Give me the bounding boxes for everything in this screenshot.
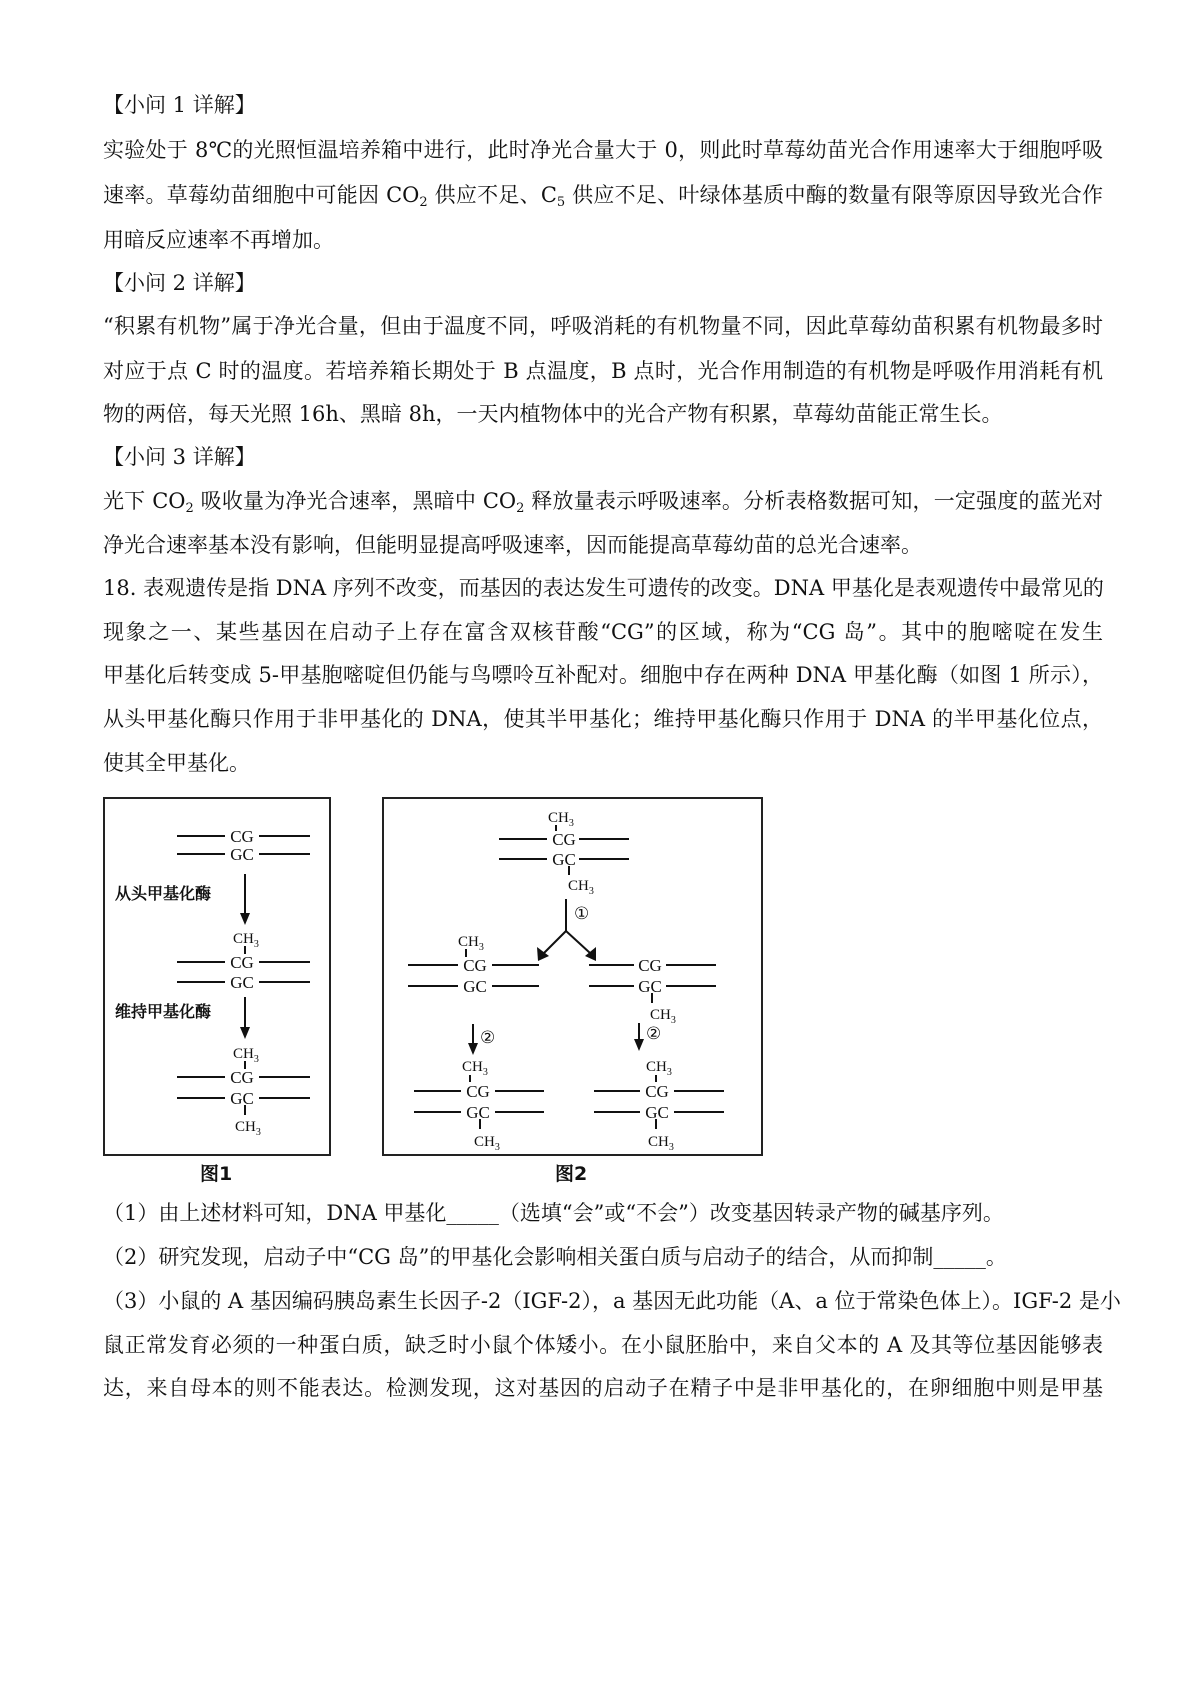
section1-line-2: 速率。草莓幼苗细胞中可能因 $CO_2$ 供应不足、$C_5$ 供应不足、叶绿体基质中酶的数量有限等原因导致光合作 [103,183,1103,210]
fig2-methyl-bot-left-bottom: $CH_3$ [474,1134,500,1153]
section3-heading: 【小问 3 详解】 [103,445,256,469]
fig2-base-gc-mid-right: GC [638,977,662,996]
section1-line-3: 用暗反应速率不再增加。 [103,228,334,252]
section1-heading: 【小问 1 详解】 [103,93,256,117]
fig2-base-cg-top: CG [552,830,576,849]
figure-2-caption: 图2 [555,1163,588,1185]
fig2-methyl-mid-right: $CH_3$ [650,1007,676,1026]
question-2: （2）研究发现，启动子中“CG 岛”的甲基化会影响相关蛋白质与启动子的结合，从而抑制_____。 [103,1245,1007,1269]
de-novo-methylase-label: 从头甲基化酶 [115,886,212,903]
fig1-base-gc-2: GC [230,973,254,992]
figure-1-caption: 图1 [200,1163,233,1185]
figure-2-box [382,797,763,1156]
fig2-methyl-top-bottom: $CH_3$ [568,878,594,897]
section1-line-1: 实验处于 8℃的光照恒温培养箱中进行，此时净光合量大于 0，则此时草莓幼苗光合作用速率大于细胞呼吸 [103,138,1103,162]
fig2-methyl-top: $CH_3$ [548,810,574,829]
q18-line-5: 使其全甲基化。 [103,751,250,775]
figure-1-diagram [105,799,329,1154]
fig2-base-cg-bot-left: CG [466,1082,490,1101]
question-3-line-1: （3）小鼠的 A 基因编码胰岛素生长因子-2（IGF-2），a 基因无此功能（A、a 位于常染色体上）。IGF-2 是小 [103,1289,1121,1313]
section2-line-3: 物的两倍，每天光照 16h、黑暗 8h，一天内植物体中的光合产物有积累，草莓幼苗能正常生长。 [103,402,1003,426]
q18-line-1: 18. 表观遗传是指 DNA 序列不改变，而基因的表达发生可遗传的改变。DNA 甲基化是表观遗传中最常见的 [103,576,1104,600]
fig1-methyl-2: $CH_3$ [233,1046,259,1065]
question-3-line-2: 鼠正常发育必须的一种蛋白质，缺乏时小鼠个体矮小。在小鼠胚胎中，来自父本的 A 及其等位基因能够表 [103,1333,1103,1357]
fig2-base-cg-mid-left: CG [463,956,487,975]
q18-line-2: 现象之一、某些基因在启动子上存在富含双核苷酸“CG”的区域，称为“CG 岛”。其中的胞嘧啶在发生 [103,620,1103,644]
fig1-base-gc-1: GC [230,845,254,864]
fig1-base-gc-3: GC [230,1089,254,1108]
step-2-marker-right: ② [646,1024,662,1043]
section2-line-2: 对应于点 C 时的温度。若培养箱长期处于 B 点温度，B 点时，光合作用制造的有机物是呼吸作用消耗有机 [103,359,1103,383]
figure-1-box [103,797,331,1156]
fig2-methyl-bot-right-top: $CH_3$ [646,1059,672,1078]
fig2-base-gc-top: GC [552,850,576,869]
section3-line-2: 净光合速率基本没有影响，但能明显提高呼吸速率，因而能提高草莓幼苗的总光合速率。 [103,533,922,557]
section2-line-1: “积累有机物”属于净光合量，但由于温度不同，呼吸消耗的有机物量不同，因此草莓幼苗积累有机物最多时 [103,314,1103,338]
fig1-base-cg-1: CG [230,827,254,846]
fig2-base-cg-bot-right: CG [645,1082,669,1101]
question-1: （1）由上述材料可知，DNA 甲基化_____（选填“会”或“不会”）改变基因转录产物的碱基序列。 [103,1201,1004,1225]
fig1-base-cg-3: CG [230,1068,254,1087]
fig1-base-cg-2: CG [230,953,254,972]
maintenance-methylase-label: 维持甲基化酶 [115,1004,212,1021]
q18-line-4: 从头甲基化酶只作用于非甲基化的 DNA，使其半甲基化；维持甲基化酶只作用于 DNA 的半甲基化位点， [103,707,1103,731]
section2-heading: 【小问 2 详解】 [103,271,256,295]
fig2-methyl-mid-left: $CH_3$ [458,934,484,953]
question-3-line-3: 达，来自母本的则不能表达。检测发现，这对基因的启动子在精子中是非甲基化的，在卵细胞中则是甲基 [103,1376,1103,1400]
fig2-methyl-bot-left-top: $CH_3$ [462,1059,488,1078]
fig2-base-gc-bot-right: GC [645,1103,669,1122]
fig2-base-gc-mid-left: GC [463,977,487,996]
fig2-base-gc-bot-left: GC [466,1103,490,1122]
fig1-methyl-3: $CH_3$ [235,1119,261,1138]
fig2-methyl-bot-right-bottom: $CH_3$ [648,1134,674,1153]
figure-2-diagram [384,799,761,1154]
q18-line-3: 甲基化后转变成 5-甲基胞嘧啶但仍能与鸟嘌呤互补配对。细胞中存在两种 DNA 甲基化酶（如图 1 所示）， [103,663,1103,687]
section3-line-1: 光下 $CO_2$ 吸收量为净光合速率，黑暗中 $CO_2$ 释放量表示呼吸速率。分析表格数据可知，一定强度的蓝光对 [103,489,1103,516]
fig2-base-cg-mid-right: CG [638,956,662,975]
step-1-marker: ① [574,904,590,923]
step-2-marker-left: ② [480,1028,496,1047]
fig1-methyl-1: $CH_3$ [233,931,259,950]
